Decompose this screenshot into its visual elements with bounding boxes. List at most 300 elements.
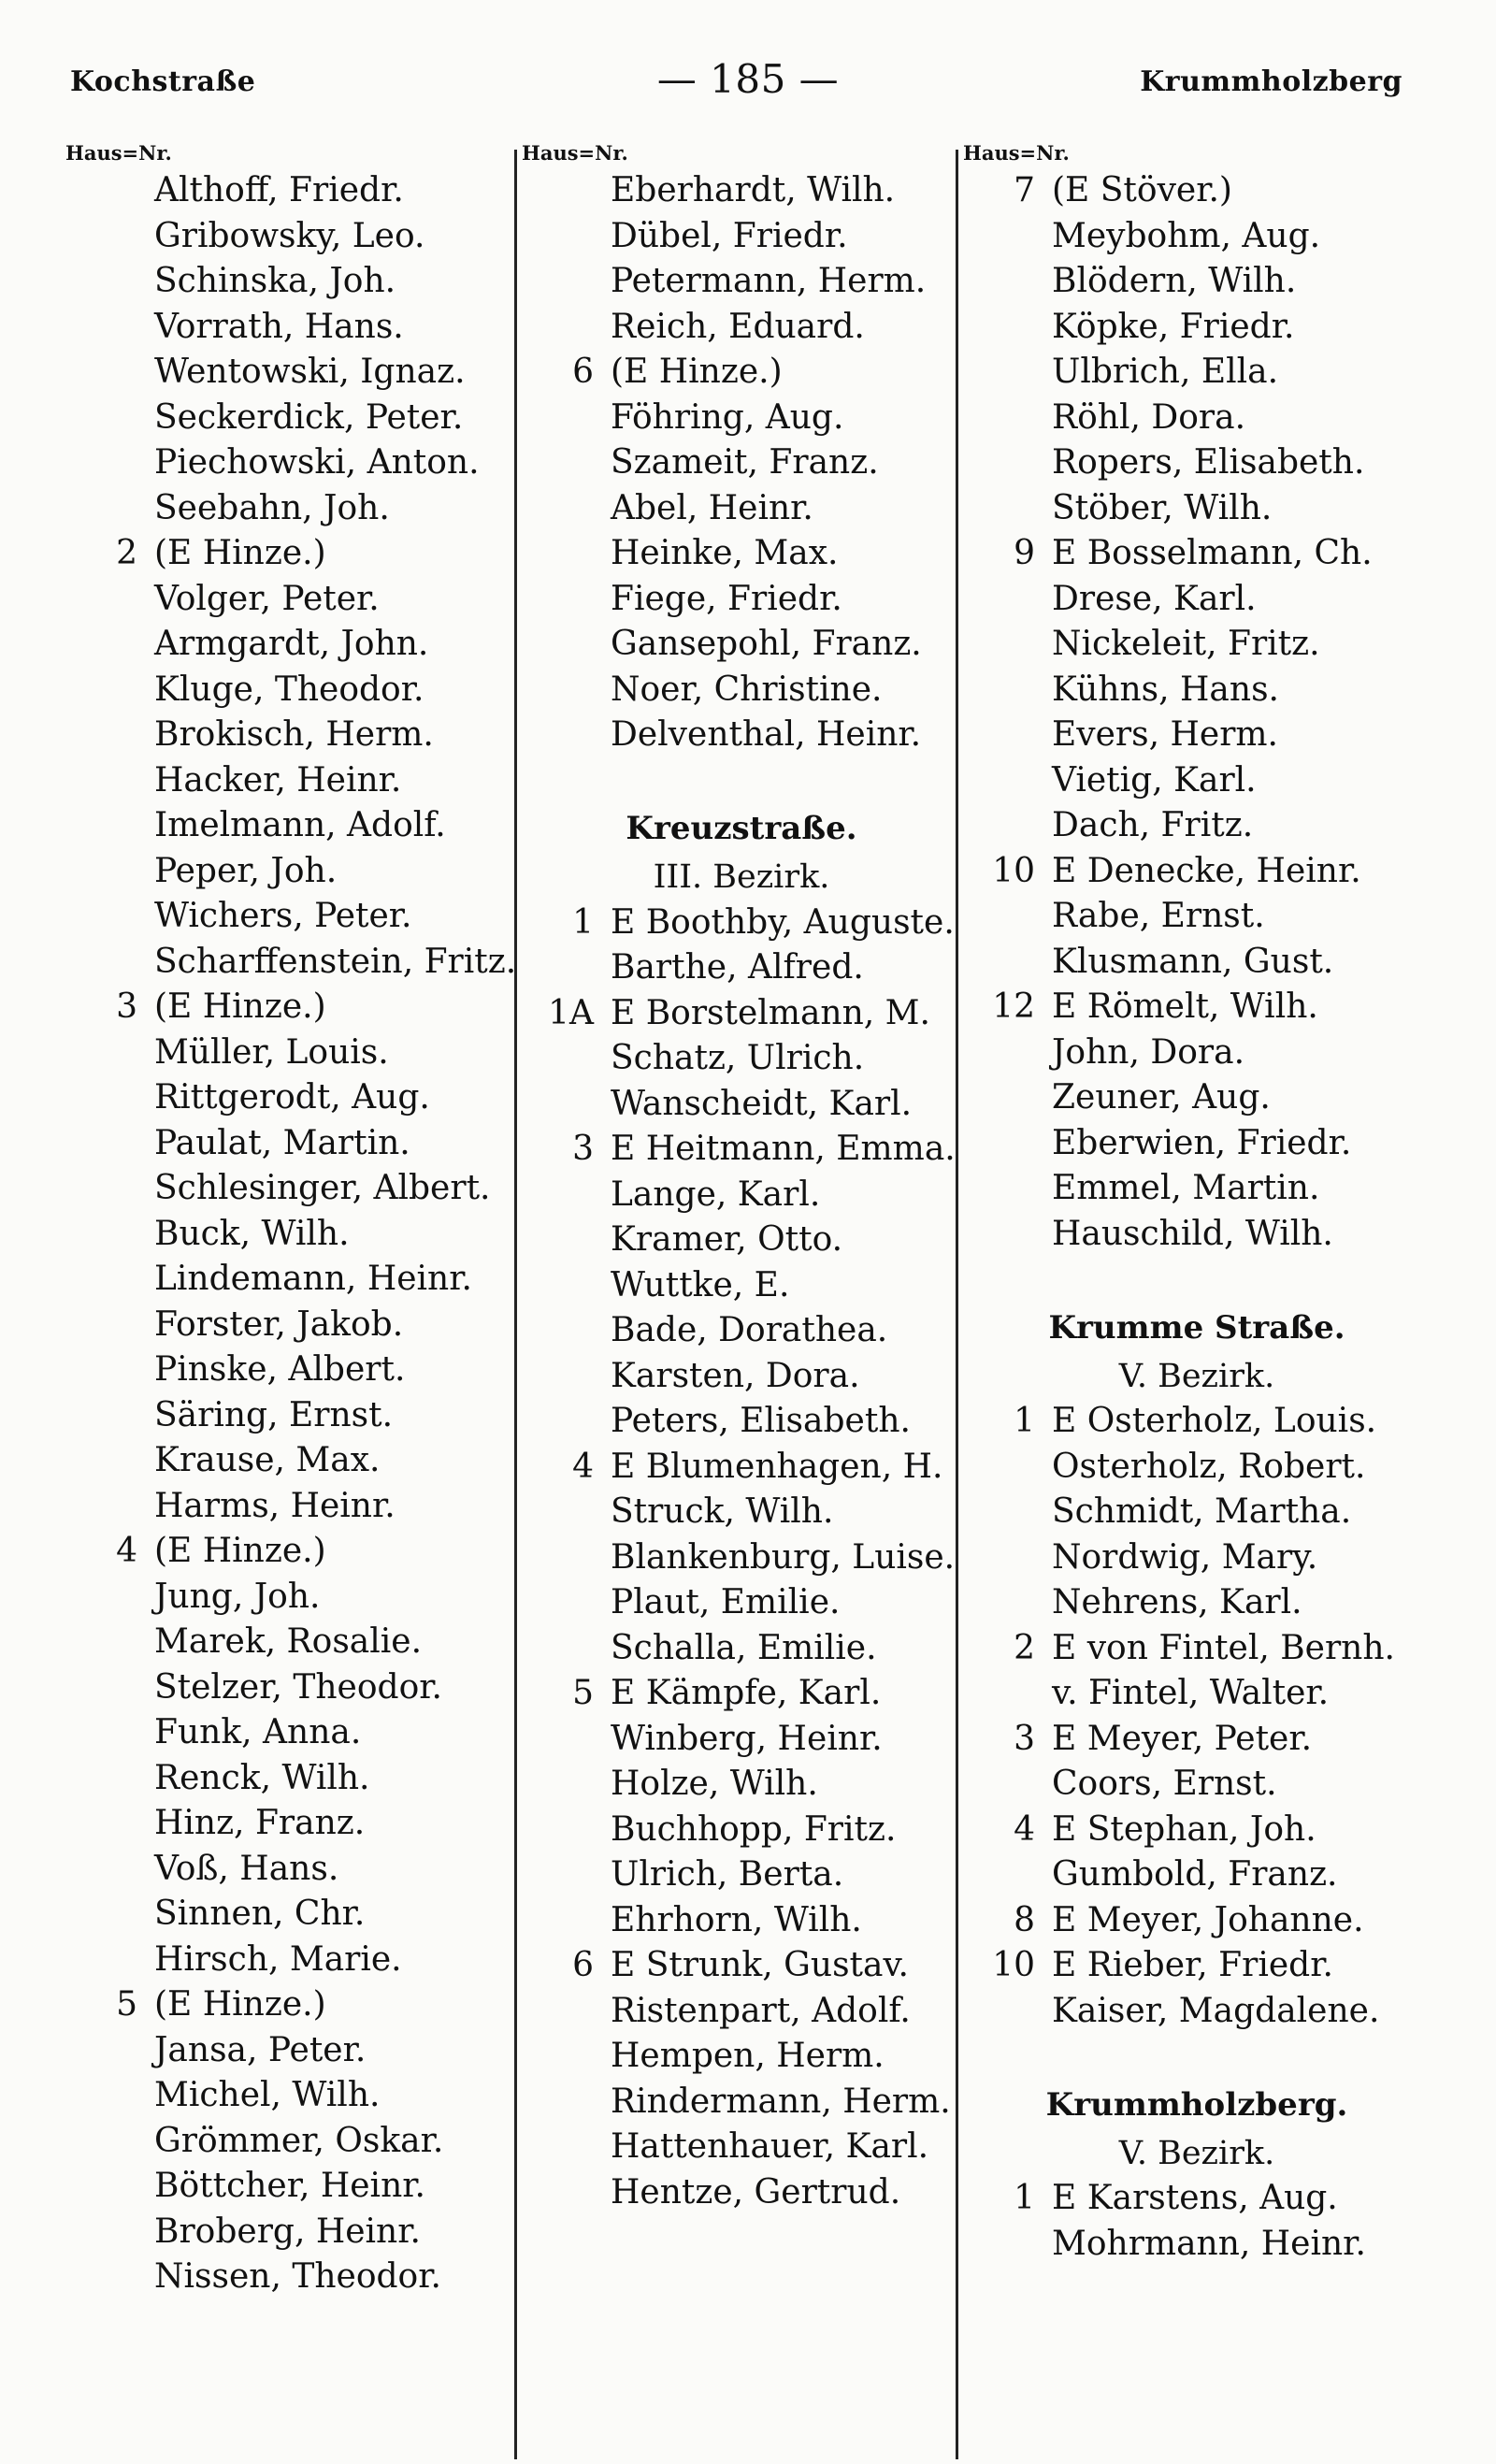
resident-name: E Denecke, Heinr. bbox=[1052, 851, 1361, 890]
resident-name: Renck, Wilh. bbox=[154, 1758, 370, 1797]
resident-name: Forster, Jakob. bbox=[154, 1304, 404, 1344]
directory-entry bbox=[522, 259, 961, 305]
house-number bbox=[65, 1620, 154, 1665]
directory-entry bbox=[65, 305, 514, 351]
resident-name: E Blumenhagen, H. bbox=[611, 1447, 943, 1486]
house-number bbox=[522, 1263, 611, 1309]
house-number bbox=[522, 1808, 611, 1853]
house-number bbox=[65, 259, 154, 305]
house-number: 9 bbox=[1014, 534, 1035, 572]
directory-entry bbox=[65, 985, 514, 1030]
directory-entry bbox=[963, 350, 1431, 396]
house-number bbox=[963, 622, 1052, 668]
resident-name: Peper, Joh. bbox=[154, 851, 338, 890]
directory-entry bbox=[65, 1393, 514, 1439]
directory-entry bbox=[522, 1535, 961, 1581]
house-number bbox=[963, 803, 1052, 849]
resident-name: Struck, Wilh. bbox=[611, 1492, 834, 1531]
directory-entry bbox=[65, 1257, 514, 1303]
house-number bbox=[963, 440, 1052, 486]
resident-name: Michel, Wilh. bbox=[154, 2076, 381, 2114]
house-number: 4 bbox=[116, 1532, 137, 1570]
resident-name: Föhring, Aug. bbox=[611, 397, 844, 437]
house-number bbox=[65, 1347, 154, 1393]
house-number: 6 bbox=[572, 1946, 594, 1984]
house-number bbox=[65, 1303, 154, 1348]
house-number bbox=[522, 1490, 611, 1535]
directory-entry bbox=[65, 849, 514, 895]
resident-name: Seebahn, Joh. bbox=[154, 488, 390, 527]
house-number bbox=[522, 486, 611, 532]
directory-entry bbox=[65, 2028, 514, 2074]
directory-entry bbox=[65, 1710, 514, 1756]
house-number bbox=[522, 396, 611, 441]
resident-name: (E Hinze.) bbox=[154, 987, 326, 1026]
house-number bbox=[522, 2080, 611, 2125]
column-header: Haus=Nr. bbox=[65, 141, 172, 165]
resident-name: Dübel, Friedr. bbox=[611, 216, 848, 255]
directory-entry bbox=[522, 1671, 961, 1717]
resident-name: Schatz, Ulrich. bbox=[611, 1039, 865, 1077]
directory-entry bbox=[522, 486, 961, 532]
resident-name: E Kämpfe, Karl. bbox=[611, 1674, 882, 1712]
house-number: 10 bbox=[992, 851, 1035, 890]
resident-name: E Heitmann, Emma. bbox=[611, 1130, 956, 1168]
house-number: 4 bbox=[1014, 1809, 1035, 1849]
directory-entry bbox=[522, 1626, 961, 1672]
directory-entry bbox=[65, 1030, 514, 1076]
resident-name: Althoff, Friedr. bbox=[154, 171, 404, 209]
resident-name: (E Hinze.) bbox=[611, 353, 783, 391]
house-number: 2 bbox=[1014, 1628, 1035, 1667]
directory-entry bbox=[522, 2034, 961, 2080]
district-label: V. Bezirk. bbox=[1118, 2134, 1275, 2172]
house-number bbox=[963, 1030, 1052, 1076]
directory-entry bbox=[963, 305, 1431, 351]
house-number bbox=[522, 2125, 611, 2170]
directory-entry bbox=[963, 803, 1431, 849]
directory-entry bbox=[522, 1808, 961, 1853]
directory-entry bbox=[963, 1030, 1431, 1076]
house-number bbox=[963, 1490, 1052, 1535]
house-number bbox=[963, 1121, 1052, 1167]
house-number bbox=[522, 1036, 611, 1082]
directory-entry bbox=[963, 1898, 1431, 1944]
resident-name: Hattenhauer, Karl. bbox=[611, 2127, 929, 2166]
house-number bbox=[963, 486, 1052, 532]
house-number bbox=[522, 214, 611, 260]
street-heading: Kreuzstraße. bbox=[626, 810, 857, 847]
house-number bbox=[65, 1756, 154, 1802]
resident-name: Eberhardt, Wilh. bbox=[611, 171, 896, 209]
directory-entry bbox=[963, 1580, 1431, 1626]
directory-entry bbox=[65, 168, 514, 214]
house-number: 10 bbox=[992, 1946, 1035, 1984]
directory-entry bbox=[522, 713, 961, 758]
directory-entry bbox=[963, 1989, 1431, 2035]
house-number bbox=[65, 1665, 154, 1711]
house-number bbox=[963, 1852, 1052, 1898]
house-number bbox=[522, 1354, 611, 1400]
resident-name: Delventhal, Heinr. bbox=[611, 715, 922, 754]
house-number bbox=[65, 1257, 154, 1303]
house-number bbox=[522, 168, 611, 214]
resident-name: Hinz, Franz. bbox=[154, 1804, 366, 1842]
directory-entry bbox=[65, 713, 514, 758]
resident-name: Voß, Hans. bbox=[154, 1849, 339, 1888]
directory-entry bbox=[65, 622, 514, 668]
directory-entry bbox=[963, 1399, 1431, 1445]
resident-name: Rindermann, Herm. bbox=[611, 2082, 951, 2121]
directory-entry bbox=[522, 1717, 961, 1763]
directory-entry bbox=[65, 1982, 514, 2028]
house-number bbox=[65, 1393, 154, 1439]
resident-name: Evers, Herm. bbox=[1052, 715, 1278, 754]
resident-name: Broberg, Heinr. bbox=[154, 2212, 421, 2251]
resident-name: Hempen, Herm. bbox=[611, 2037, 885, 2075]
house-number bbox=[522, 440, 611, 486]
directory-entry bbox=[65, 1620, 514, 1665]
resident-name: Wuttke, E. bbox=[611, 1265, 790, 1304]
directory-entry bbox=[963, 214, 1431, 260]
resident-name: Marek, Rosalie. bbox=[154, 1622, 423, 1661]
house-number bbox=[65, 1710, 154, 1756]
house-number bbox=[522, 1762, 611, 1808]
directory-entry bbox=[65, 1075, 514, 1121]
resident-name: Schinska, Joh. bbox=[154, 262, 396, 300]
house-number: 7 bbox=[1014, 171, 1035, 209]
house-number bbox=[65, 396, 154, 441]
resident-name: Eberwien, Friedr. bbox=[1052, 1123, 1352, 1162]
house-number bbox=[65, 350, 154, 396]
directory-entry bbox=[65, 259, 514, 305]
house-number bbox=[65, 2073, 154, 2119]
directory-entry bbox=[963, 894, 1431, 940]
resident-name: Nehrens, Karl. bbox=[1052, 1583, 1302, 1621]
resident-name: E Osterholz, Louis. bbox=[1052, 1402, 1377, 1440]
directory-entry bbox=[65, 1438, 514, 1484]
resident-name: Grömmer, Oskar. bbox=[154, 2121, 444, 2160]
resident-name: Funk, Anna. bbox=[154, 1713, 362, 1751]
house-number bbox=[963, 2222, 1052, 2268]
directory-entry bbox=[522, 945, 961, 991]
resident-name: Hentze, Gertrud. bbox=[611, 2172, 901, 2212]
directory-entry bbox=[65, 2164, 514, 2210]
directory-entry bbox=[522, 350, 961, 396]
house-number: 4 bbox=[572, 1447, 594, 1486]
house-number bbox=[963, 396, 1052, 441]
resident-name: Ulrich, Berta. bbox=[611, 1855, 844, 1894]
resident-name: Säring, Ernst. bbox=[154, 1395, 394, 1434]
house-number bbox=[963, 259, 1052, 305]
house-number bbox=[65, 1212, 154, 1258]
house-number bbox=[522, 531, 611, 577]
directory-entry bbox=[522, 1399, 961, 1445]
directory-entry bbox=[522, 531, 961, 577]
resident-name: Blödern, Wilh. bbox=[1052, 262, 1297, 300]
house-number bbox=[65, 758, 154, 804]
house-number bbox=[65, 1575, 154, 1621]
directory-entry bbox=[522, 1898, 961, 1944]
resident-name: Dach, Fritz. bbox=[1052, 806, 1254, 844]
directory-entry bbox=[65, 1347, 514, 1393]
column-2 bbox=[522, 138, 961, 2215]
directory-entry bbox=[963, 2176, 1431, 2222]
street-heading: Krumme Straße. bbox=[1048, 1308, 1345, 1347]
directory-entry bbox=[522, 1173, 961, 1218]
resident-name: Wentowski, Ignaz. bbox=[154, 353, 466, 391]
house-number bbox=[65, 622, 154, 668]
resident-name: Kramer, Otto. bbox=[611, 1220, 843, 1259]
resident-name: Stelzer, Theodor. bbox=[154, 1667, 442, 1707]
house-number: 3 bbox=[1014, 1719, 1035, 1758]
resident-name: Imelmann, Adolf. bbox=[154, 806, 446, 844]
directory-entry bbox=[522, 305, 961, 351]
directory-entry bbox=[522, 1943, 961, 1989]
resident-name: Reich, Eduard. bbox=[611, 307, 865, 346]
resident-name: E Borstelmann, M. bbox=[611, 993, 930, 1032]
directory-entry bbox=[522, 1445, 961, 1491]
directory-entry bbox=[522, 1263, 961, 1309]
resident-name: Pinske, Albert. bbox=[154, 1350, 406, 1389]
directory-entry bbox=[963, 1490, 1431, 1535]
house-number bbox=[963, 1212, 1052, 1258]
directory-entry bbox=[65, 1484, 514, 1530]
resident-name: Lange, Karl. bbox=[611, 1174, 821, 1214]
directory-entry bbox=[963, 577, 1431, 623]
house-number bbox=[65, 305, 154, 351]
resident-name: Nordwig, Mary. bbox=[1052, 1537, 1318, 1577]
resident-name: E Meyer, Peter. bbox=[1052, 1719, 1313, 1758]
directory-entry bbox=[963, 1808, 1431, 1853]
resident-name: Harms, Heinr. bbox=[154, 1486, 396, 1525]
house-number bbox=[522, 945, 611, 991]
directory-entry bbox=[65, 668, 514, 713]
directory-entry bbox=[522, 2170, 961, 2216]
house-number bbox=[65, 1847, 154, 1893]
directory-entry bbox=[963, 1445, 1431, 1491]
directory-entry bbox=[65, 1121, 514, 1167]
directory-entry bbox=[963, 1671, 1431, 1717]
resident-name: Kühns, Hans. bbox=[1052, 670, 1279, 709]
house-number bbox=[963, 1535, 1052, 1581]
resident-name: Bade, Dorathea. bbox=[611, 1311, 888, 1349]
house-number bbox=[65, 1121, 154, 1167]
resident-name: Schalla, Emilie. bbox=[611, 1628, 877, 1667]
house-number: 5 bbox=[116, 1985, 137, 2024]
directory-entry bbox=[963, 259, 1431, 305]
resident-name: Kluge, Theodor. bbox=[154, 670, 424, 709]
house-number bbox=[65, 894, 154, 940]
directory-entry bbox=[65, 1575, 514, 1621]
running-header-left: Kochstraße bbox=[70, 65, 256, 98]
house-number bbox=[65, 1438, 154, 1484]
directory-entry bbox=[522, 1127, 961, 1173]
directory-entry bbox=[522, 622, 961, 668]
resident-name: Hauschild, Wilh. bbox=[1052, 1214, 1333, 1253]
resident-name: Ulbrich, Ella. bbox=[1052, 353, 1279, 391]
resident-name: John, Dora. bbox=[1052, 1032, 1245, 1072]
resident-name: Ehrhorn, Wilh. bbox=[611, 1900, 862, 1939]
house-number bbox=[522, 305, 611, 351]
house-number bbox=[963, 350, 1052, 396]
resident-name: Gumbold, Franz. bbox=[1052, 1855, 1338, 1894]
resident-name: Schlesinger, Albert. bbox=[154, 1169, 491, 1207]
resident-name: Rabe, Ernst. bbox=[1052, 897, 1265, 935]
directory-entry bbox=[522, 901, 961, 946]
house-number bbox=[522, 713, 611, 758]
directory-entry bbox=[65, 1665, 514, 1711]
house-number bbox=[65, 168, 154, 214]
resident-name: Müller, Louis. bbox=[154, 1032, 389, 1072]
directory-entry bbox=[963, 1166, 1431, 1212]
house-number bbox=[522, 1082, 611, 1128]
resident-name: Osterholz, Robert. bbox=[1052, 1447, 1366, 1486]
house-number bbox=[963, 940, 1052, 986]
directory-entry bbox=[65, 214, 514, 260]
house-number bbox=[522, 2034, 611, 2080]
resident-name: Gansepohl, Franz. bbox=[611, 625, 922, 663]
directory-entry bbox=[963, 1121, 1431, 1167]
directory-entry bbox=[522, 214, 961, 260]
resident-name: Noer, Christine. bbox=[611, 670, 883, 709]
resident-name: Blankenburg, Luise. bbox=[611, 1537, 956, 1577]
resident-name: E Boothby, Auguste. bbox=[611, 902, 955, 942]
directory-entry bbox=[65, 2119, 514, 2165]
house-number bbox=[963, 1989, 1052, 2035]
directory-entry bbox=[963, 168, 1431, 214]
house-number bbox=[522, 2170, 611, 2216]
resident-name: Kaiser, Magdalene. bbox=[1052, 1991, 1380, 2030]
directory-entry bbox=[963, 622, 1431, 668]
house-number bbox=[65, 803, 154, 849]
resident-name: Stöber, Wilh. bbox=[1052, 488, 1273, 527]
house-number bbox=[963, 1445, 1052, 1491]
directory-entry bbox=[963, 486, 1431, 532]
resident-name: Köpke, Friedr. bbox=[1052, 307, 1295, 346]
resident-name: Nickeleit, Fritz. bbox=[1052, 625, 1320, 663]
house-number bbox=[65, 1030, 154, 1076]
house-number bbox=[522, 1173, 611, 1218]
column-header: Haus=Nr. bbox=[522, 141, 628, 165]
directory-entry bbox=[522, 440, 961, 486]
directory-entry bbox=[65, 1303, 514, 1348]
resident-name: (E Hinze.) bbox=[154, 1985, 326, 2024]
resident-name: Böttcher, Heinr. bbox=[154, 2167, 425, 2205]
district-label: V. Bezirk. bbox=[1118, 1357, 1275, 1395]
house-number bbox=[963, 305, 1052, 351]
directory-entry bbox=[522, 1036, 961, 1082]
house-number bbox=[65, 577, 154, 623]
directory-entry bbox=[65, 486, 514, 532]
directory-entry bbox=[963, 1762, 1431, 1808]
house-number bbox=[522, 1535, 611, 1581]
directory-entry bbox=[65, 940, 517, 986]
house-number: 5 bbox=[572, 1674, 594, 1712]
house-number bbox=[65, 940, 154, 986]
house-number bbox=[65, 2119, 154, 2165]
house-number: 2 bbox=[116, 534, 137, 572]
resident-name: Szameit, Franz. bbox=[611, 443, 879, 482]
directory-entry bbox=[522, 1082, 961, 1128]
house-number bbox=[65, 2255, 154, 2300]
resident-name: Seckerdick, Peter. bbox=[154, 397, 464, 437]
directory-entry bbox=[963, 758, 1431, 804]
house-number bbox=[65, 1892, 154, 1938]
column-1 bbox=[65, 138, 517, 2300]
directory-entry bbox=[65, 531, 514, 577]
directory-entry bbox=[963, 396, 1431, 441]
resident-name: Klusmann, Gust. bbox=[1052, 942, 1334, 981]
house-number: 1 bbox=[1014, 2179, 1035, 2217]
resident-name: Buchhopp, Fritz. bbox=[611, 1809, 897, 1849]
house-number bbox=[963, 894, 1052, 940]
resident-name: Brokisch, Herm. bbox=[154, 715, 434, 754]
house-number bbox=[963, 214, 1052, 260]
house-number bbox=[522, 1399, 611, 1445]
house-number bbox=[522, 259, 611, 305]
resident-name: Holze, Wilh. bbox=[611, 1765, 818, 1803]
directory-entry bbox=[522, 2080, 961, 2125]
resident-name: E Karstens, Aug. bbox=[1052, 2179, 1338, 2217]
house-number bbox=[963, 1075, 1052, 1121]
directory-entry bbox=[963, 713, 1431, 758]
section-gap bbox=[963, 1257, 1431, 1303]
resident-name: Gribowsky, Leo. bbox=[154, 216, 425, 255]
directory-entry bbox=[522, 1852, 961, 1898]
resident-name: Vietig, Karl. bbox=[1052, 760, 1257, 800]
resident-name: Buck, Wilh. bbox=[154, 1214, 350, 1253]
resident-name: Paulat, Martin. bbox=[154, 1123, 410, 1162]
directory-entry bbox=[963, 1943, 1431, 1989]
resident-name: Petermann, Herm. bbox=[611, 262, 927, 300]
house-number: 3 bbox=[572, 1130, 594, 1168]
house-number bbox=[65, 1166, 154, 1212]
house-number bbox=[65, 1484, 154, 1530]
directory-entry bbox=[65, 1529, 514, 1575]
resident-name: Drese, Karl. bbox=[1052, 579, 1257, 618]
directory-entry bbox=[522, 1580, 961, 1626]
directory-entry bbox=[522, 668, 961, 713]
resident-name: Armgardt, John. bbox=[154, 625, 429, 663]
resident-name: E Stephan, Joh. bbox=[1052, 1809, 1316, 1849]
resident-name: Volger, Peter. bbox=[154, 579, 380, 618]
directory-entry bbox=[65, 1212, 514, 1258]
directory-entry bbox=[963, 440, 1431, 486]
directory-entry bbox=[963, 985, 1431, 1030]
resident-name: Winberg, Heinr. bbox=[611, 1719, 883, 1758]
resident-name: Vorrath, Hans. bbox=[154, 307, 404, 346]
house-number bbox=[522, 1218, 611, 1263]
resident-name: Ropers, Elisabeth. bbox=[1052, 443, 1365, 482]
house-number bbox=[65, 2210, 154, 2255]
resident-name: Abel, Heinr. bbox=[611, 488, 813, 527]
resident-name: Ristenpart, Adolf. bbox=[611, 1991, 911, 2030]
house-number bbox=[522, 1989, 611, 2035]
resident-name: Hirsch, Marie. bbox=[154, 1939, 402, 1979]
directory-entry bbox=[963, 1717, 1431, 1763]
house-number bbox=[522, 1580, 611, 1626]
resident-name: Barthe, Alfred. bbox=[611, 948, 864, 987]
house-number bbox=[65, 1075, 154, 1121]
house-number bbox=[963, 1166, 1052, 1212]
directory-entry bbox=[65, 2255, 514, 2300]
house-number bbox=[522, 577, 611, 623]
directory-entry bbox=[522, 396, 961, 441]
resident-name: Scharffenstein, Fritz. bbox=[154, 942, 517, 981]
resident-name: Wanscheidt, Karl. bbox=[611, 1084, 913, 1123]
resident-name: Jansa, Peter. bbox=[154, 2030, 367, 2069]
